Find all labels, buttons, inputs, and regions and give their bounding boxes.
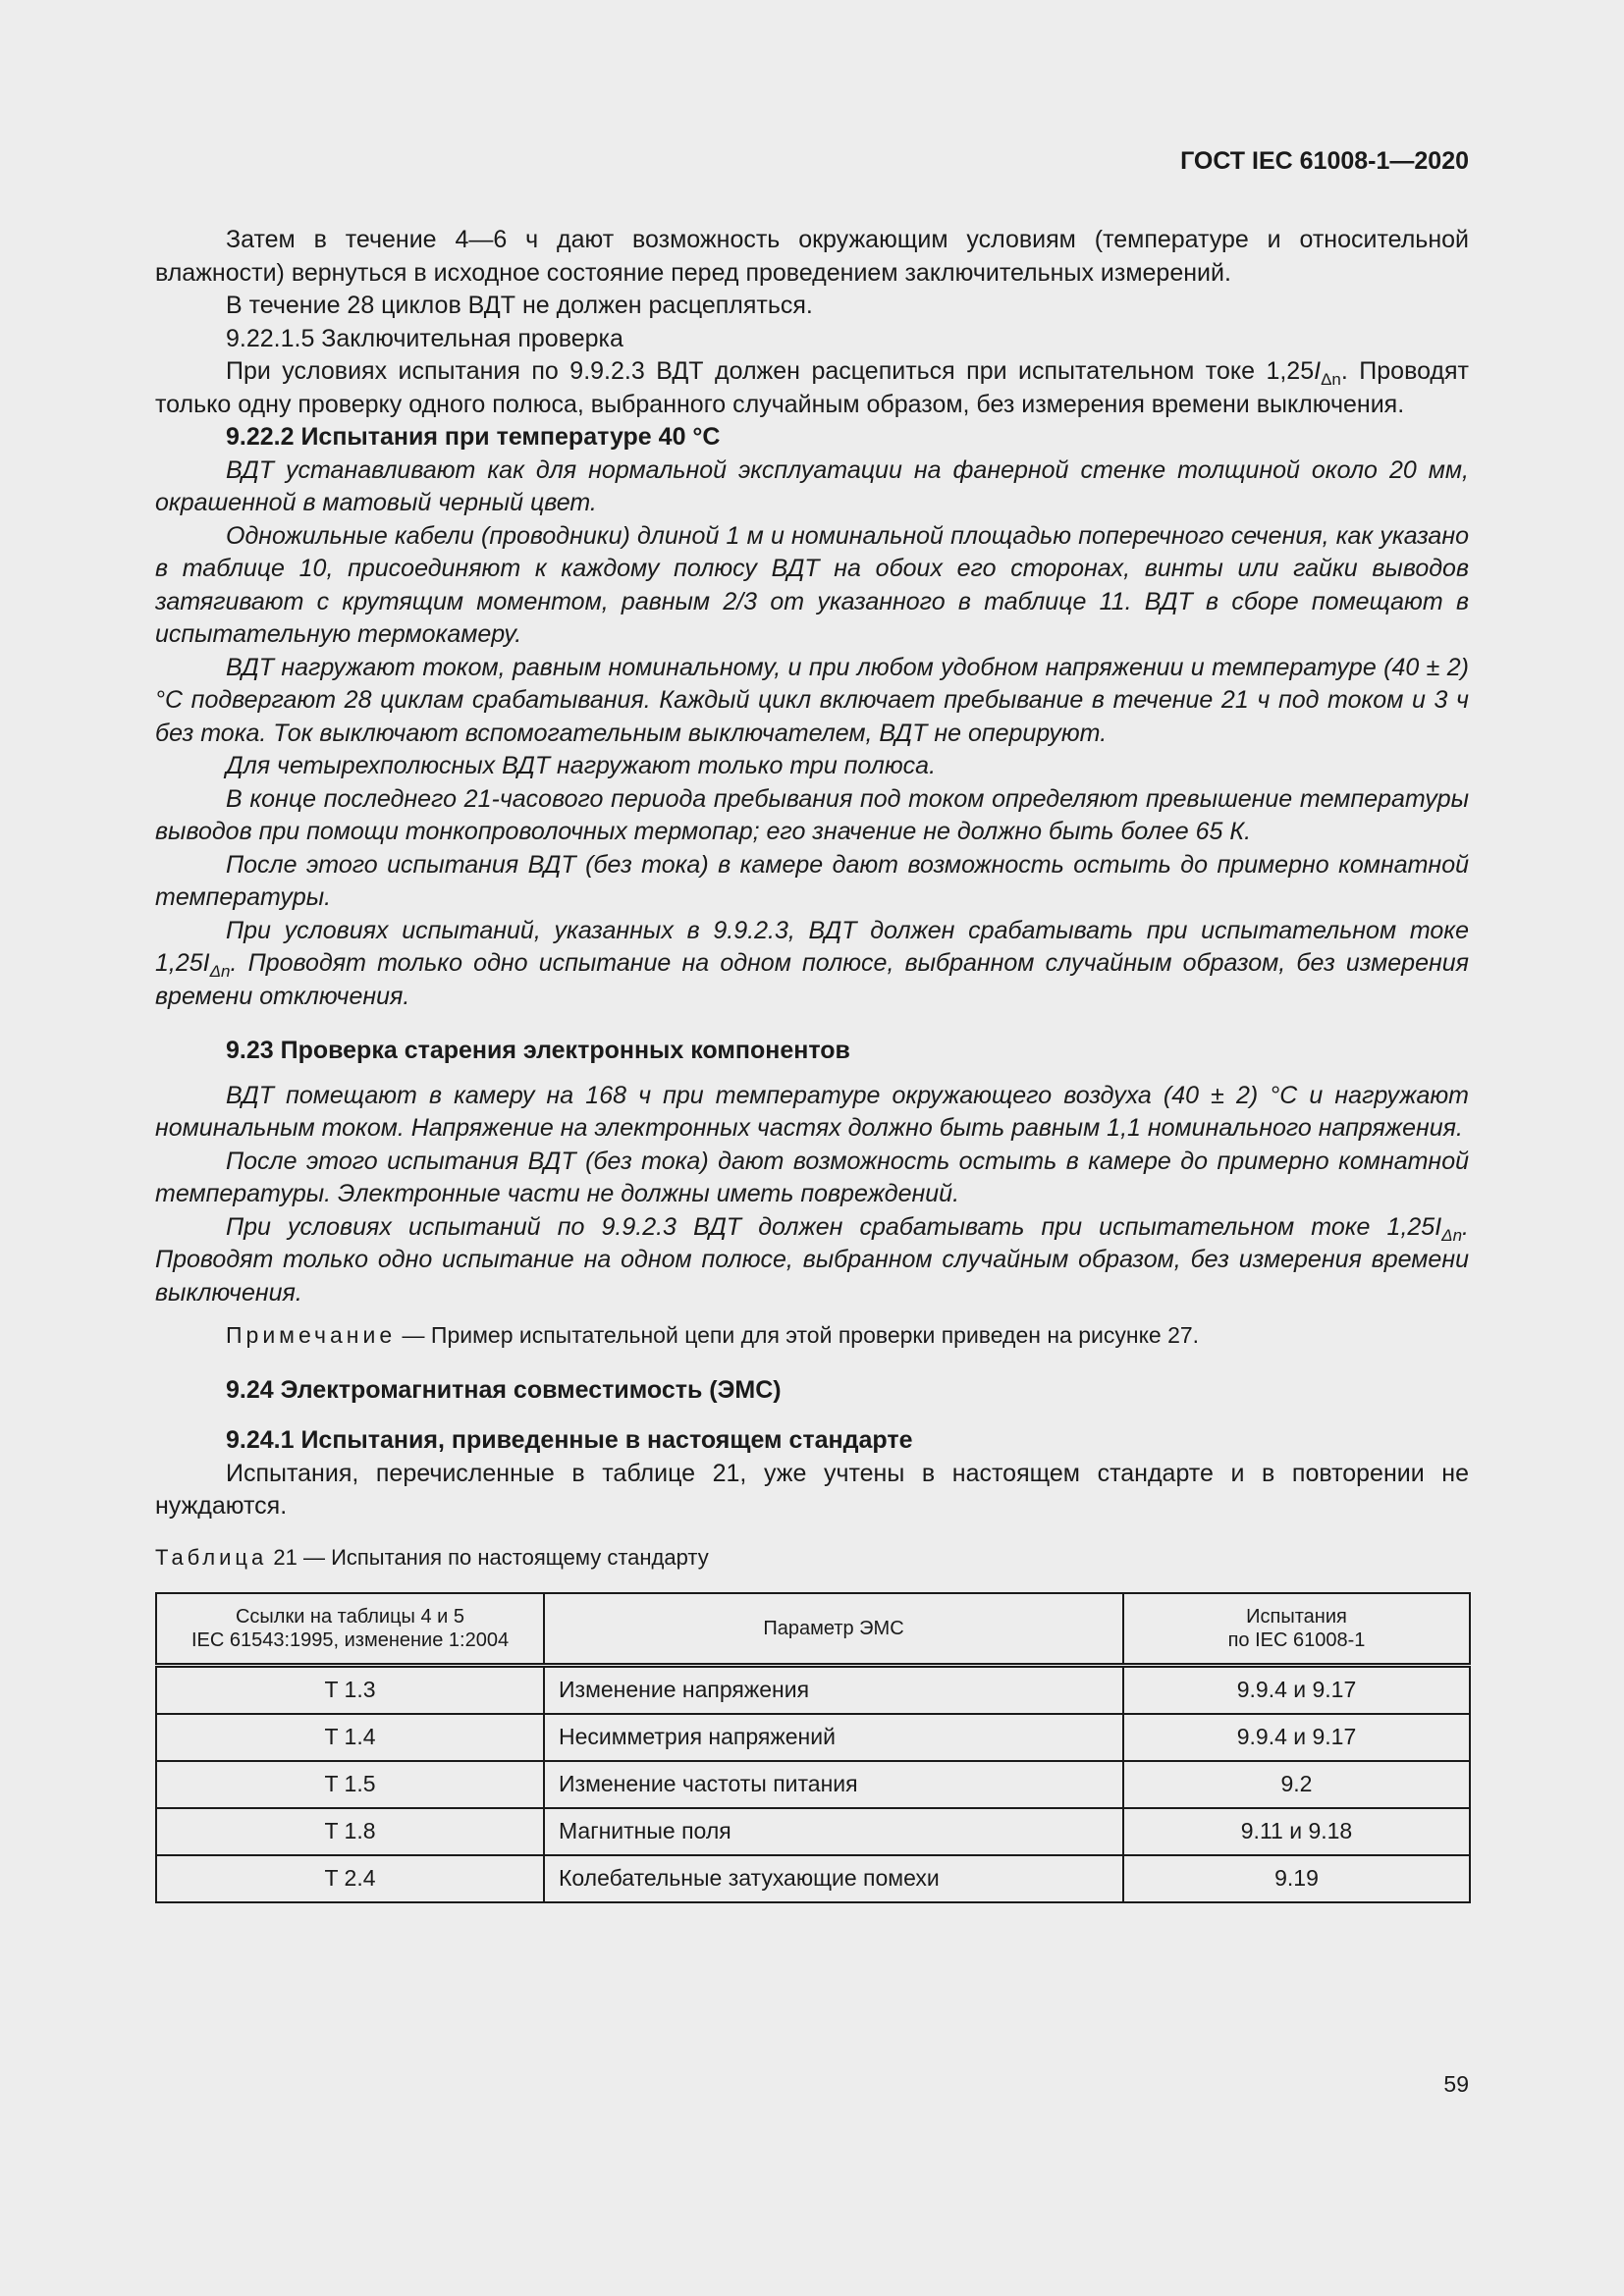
paragraph: Одножильные кабели (проводники) длиной 1 м и номинальной площадью поперечного сечения, как указано в таблице 10, присоединяют к каждому полюсу ВДТ на обоих его сторонах, винты или гайки выводов затягивают с крутящим моментом, равным 2/3 от указанного в таблице 11. ВДТ в сборе помещают в испытательную термокамеру.	[155, 521, 1469, 648]
table-cell-ref: T 1.3	[156, 1666, 544, 1715]
table-caption-label: Таблица	[155, 1544, 268, 1570]
table-row	[156, 1714, 1470, 1761]
paragraph: При условиях испытаний, указанных в 9.9.2.3, ВДТ должен срабатывать при испытательном токе $1,25I_{\Delta n}$. Проводят только одно испытание на одном полюсе, выбранном случайным образом, без измерения времени отключения.	[155, 916, 1469, 1010]
table-cell-tests: 9.2	[1123, 1761, 1470, 1808]
section-heading-9-23: 9.23 Проверка старения электронных компонентов	[226, 1037, 850, 1064]
subclause-title: 9.22.1.5 Заключительная проверка	[226, 324, 623, 352]
table-row	[156, 1855, 1470, 1902]
table-cell-param: Изменение частоты питания	[544, 1761, 1123, 1808]
table-row	[156, 1808, 1470, 1855]
paragraph: В течение 28 циклов ВДТ не должен расцепляться.	[226, 292, 813, 319]
section-heading-9-22-2: 9.22.2 Испытания при температуре 40 °С	[226, 423, 721, 451]
table-row	[156, 1666, 1470, 1715]
table-cell-param: Колебательные затухающие помехи	[544, 1855, 1123, 1902]
column-header-references: Ссылки на таблицы 4 и 5 IEC 61543:1995, изменение 1:2004	[156, 1593, 544, 1666]
section-heading-9-24: 9.24 Электромагнитная совместимость (ЭМС)	[226, 1375, 782, 1404]
table-cell-ref: T 2.4	[156, 1855, 544, 1902]
column-header-tests: Испытания по IEC 61008-1	[1123, 1593, 1470, 1666]
paragraph: После этого испытания ВДТ (без тока) в камере дают возможность остыть до примерно комнатной температуры.	[155, 850, 1469, 911]
paragraph: ВДТ помещают в камеру на 168 ч при температуре окружающего воздуха (40 ± 2) °С и нагружают номинальным током. Напряжение на электронных частях должно быть равным 1,1 номинального напряжения.	[155, 1081, 1469, 1142]
table-cell-param: Магнитные поля	[544, 1808, 1123, 1855]
table-cell-param: Несимметрия напряжений	[544, 1714, 1123, 1761]
paragraph: Затем в течение 4—6 ч дают возможность окружающим условиям (температуре и относительной влажности) вернуться в исходное состояние перед проведением заключительных измерений.	[155, 226, 1469, 287]
emc-tests-table	[155, 1592, 1471, 1903]
note-label: Примечание	[226, 1322, 397, 1348]
document-code-header: ГОСТ IEC 61008-1—2020	[1180, 147, 1469, 175]
paragraph: При условиях испытаний по 9.9.2.3 ВДТ должен срабатывать при испытательном токе $1,25I_{\Delta n}$. Проводят только одно испытание на одном полюсе, выбранном случайным образом, без измерения времени выключения.	[155, 1212, 1469, 1307]
table-cell-tests: 9.19	[1123, 1855, 1470, 1902]
table-cell-tests: 9.9.4 и 9.17	[1123, 1666, 1470, 1715]
paragraph: После этого испытания ВДТ (без тока) дают возможность остыть в камере до примерно комнатной температуры. Электронные части не должны иметь повреждений.	[155, 1147, 1469, 1207]
section-heading-9-24-1: 9.24.1 Испытания, приведенные в настоящем стандарте	[226, 1426, 913, 1454]
paragraph: Испытания, перечисленные в таблице 21, уже учтены в настоящем стандарте и в повторении не нуждаются.	[155, 1459, 1469, 1520]
table-cell-tests: 9.9.4 и 9.17	[1123, 1714, 1470, 1761]
paragraph: В конце последнего 21-часового периода пребывания под током определяют превышение температуры выводов при помощи тонкопроволочных термопар; его значение не должно быть более 65 К.	[155, 784, 1469, 845]
table-header-row	[156, 1593, 1470, 1666]
table-cell-ref: T 1.8	[156, 1808, 544, 1855]
paragraph: При условиях испытания по 9.9.2.3 ВДТ должен расцепиться при испытательном токе $1,25I_{\Delta n}$. Проводят только одну проверку одного полюса, выбранного случайным образом, без измерения времени выключения.	[155, 357, 1469, 418]
table-row	[156, 1761, 1470, 1808]
page-body	[155, 224, 1469, 1903]
page-number: 59	[1443, 2071, 1469, 2097]
paragraph: ВДТ нагружают током, равным номинальному, и при любом удобном напряжении и температуре (40 ± 2) °С подвергают 28 циклам срабатывания. Каждый цикл включает пребывание в течение 21 ч под током и 3 ч без тока. Ток выключают вспомогательным выключателем, ВДТ не оперируют.	[155, 653, 1469, 747]
paragraph: ВДТ устанавливают как для нормальной эксплуатации на фанерной стенке толщиной около 20 мм, окрашенной в матовый черный цвет.	[155, 455, 1469, 516]
table-caption: Таблица 21 — Испытания по настоящему стандарту	[155, 1544, 709, 1570]
column-header-emc-parameter: Параметр ЭМС	[544, 1593, 1123, 1666]
table-cell-ref: T 1.5	[156, 1761, 544, 1808]
table-cell-param: Изменение напряжения	[544, 1666, 1123, 1715]
table-cell-tests: 9.11 и 9.18	[1123, 1808, 1470, 1855]
paragraph: Для четырехполюсных ВДТ нагружают только три полюса.	[226, 752, 937, 779]
note: Примечание — Пример испытательной цепи для этой проверки приведен на рисунке 27.	[226, 1322, 1200, 1348]
table-cell-ref: T 1.4	[156, 1714, 544, 1761]
